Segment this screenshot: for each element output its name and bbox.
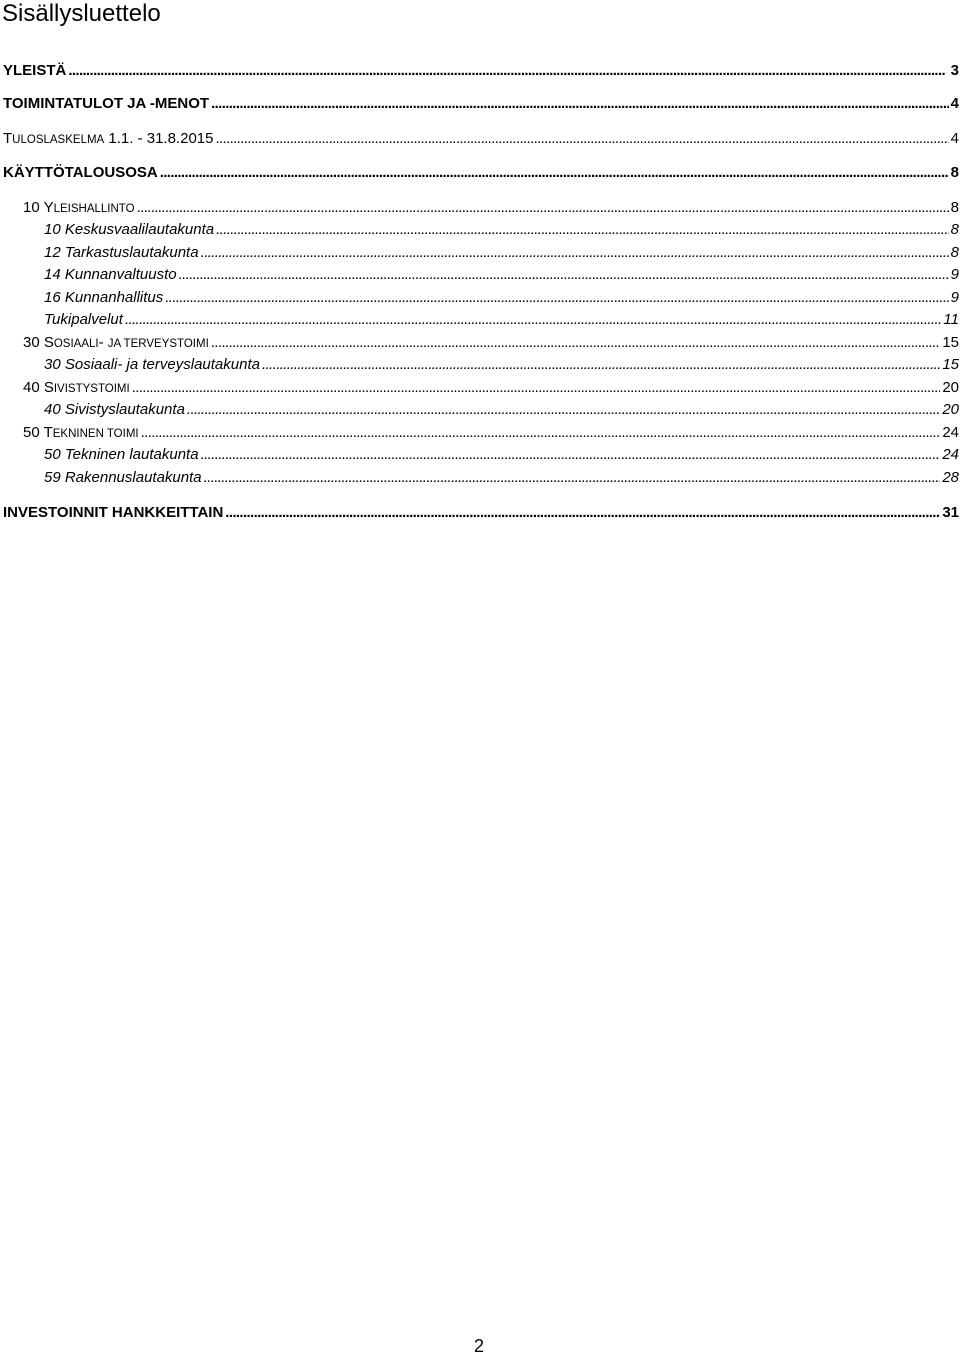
toc-entry-tukipalvelut[interactable] — [44, 311, 960, 333]
toc-entry-label: INVESTOINNIT HANKKEITTAIN — [3, 504, 224, 521]
toc-entry-label: TOIMINTATULOT JA -MENOT — [3, 95, 210, 112]
dot-leader — [160, 164, 949, 181]
toc-entry-tekninen-toimi[interactable] — [23, 424, 960, 446]
dot-leader — [125, 311, 941, 328]
toc-entry-label: 30 Sosiaali- ja terveyslautakunta — [44, 356, 260, 373]
toc-entry-tekninen-lautakunta[interactable] — [44, 446, 960, 468]
page-number: 2 — [474, 1336, 485, 1356]
toc-entry-label: 16 Kunnanhallitus — [44, 289, 164, 306]
toc-entry-tuloslaskelma[interactable] — [3, 130, 960, 152]
toc-entry-label: 50 TEKNINEN TOIMI — [23, 424, 139, 441]
toc-entry-label: KÄYTTÖTALOUSOSA — [3, 164, 158, 181]
toc-entry-label: 40 Sivistyslautakunta — [44, 401, 185, 418]
toc-entry-toimintatulot[interactable] — [3, 95, 960, 117]
dot-leader — [165, 289, 948, 306]
toc-entry-page: 31 — [942, 504, 959, 521]
toc-entry-label: YLEISTÄ — [3, 62, 67, 79]
toc-entry-page: 20 — [942, 401, 959, 418]
toc-entry-page: 15 — [942, 334, 959, 351]
toc-entry-label: Tukipalvelut — [44, 311, 123, 328]
toc-entry-label: 10 YLEISHALLINTO — [23, 199, 135, 216]
toc-entry-label: 40 SIVISTYSTOIMI — [23, 379, 130, 396]
dot-leader — [204, 469, 941, 486]
toc-entry-page: 4 — [950, 130, 959, 147]
toc-entry-page: 9 — [950, 289, 959, 306]
toc-entry-page: 8 — [950, 199, 959, 216]
toc-entry-page: 8 — [950, 164, 959, 181]
toc-entry-page: 9 — [950, 266, 959, 283]
toc-entry-label: 14 Kunnanvaltuusto — [44, 266, 177, 283]
toc-entry-yleishallinto[interactable] — [23, 199, 960, 221]
dot-leader — [211, 95, 949, 112]
toc-entry-label: 30 SOSIAALI- JA TERVEYSTOIMI — [23, 334, 209, 351]
dot-leader — [187, 401, 940, 418]
toc-entry-label: 12 Tarkastuslautakunta — [44, 244, 199, 261]
toc-entry-page: 11 — [943, 311, 959, 328]
dot-leader — [225, 504, 940, 521]
toc-entry-page: 15 — [942, 356, 959, 373]
toc-entry-page: 3 — [950, 62, 959, 79]
toc-entry-sosiaali-ja-terveystoimi[interactable] — [23, 334, 960, 356]
toc-entry-sivistyslautakunta[interactable] — [44, 401, 960, 423]
dot-leader — [137, 199, 949, 216]
toc-entry-label: 50 Tekninen lautakunta — [44, 446, 199, 463]
toc-entry-keskusvaalilautakunta[interactable] — [44, 221, 960, 243]
dot-leader — [141, 424, 941, 441]
toc-entry-page: 8 — [950, 244, 959, 261]
toc-entry-page: 24 — [942, 446, 959, 463]
dot-leader — [201, 446, 941, 463]
dot-leader — [201, 244, 949, 261]
toc-entry-page: 4 — [950, 95, 959, 112]
toc-entry-kunnanvaltuusto[interactable] — [44, 266, 960, 288]
toc-entry-page: 8 — [950, 221, 959, 238]
toc-entry-kunnanhallitus[interactable] — [44, 289, 960, 311]
toc-entry-tarkastuslautakunta[interactable] — [44, 244, 960, 266]
toc-entry-page: 24 — [942, 424, 959, 441]
toc-entry-kayttotalousosa[interactable] — [3, 164, 960, 186]
toc-entry-yleista[interactable] — [3, 62, 960, 84]
toc-entry-label: 10 Keskusvaalilautakunta — [44, 221, 215, 238]
toc-entry-sivistystoimi[interactable] — [23, 379, 960, 401]
toc-entry-label: TULOSLASKELMA 1.1. - 31.8.2015 — [3, 130, 214, 147]
dot-leader — [262, 356, 940, 373]
dot-leader — [132, 379, 941, 396]
toc-entry-investoinnit-hankkeittain[interactable] — [3, 504, 960, 526]
page-title: Sisällysluettelo — [2, 0, 161, 27]
dot-leader — [68, 62, 948, 79]
toc-entry-page: 28 — [942, 469, 959, 486]
dot-leader — [179, 266, 949, 283]
dot-leader — [216, 221, 949, 238]
toc-entry-label: 59 Rakennuslautakunta — [44, 469, 202, 486]
toc-entry-rakennuslautakunta[interactable] — [44, 469, 960, 491]
toc-entry-page: 20 — [942, 379, 959, 396]
dot-leader — [215, 130, 948, 147]
dot-leader — [211, 334, 941, 351]
toc-entry-sosiaali-ja-terveyslautakunta[interactable] — [44, 356, 960, 378]
